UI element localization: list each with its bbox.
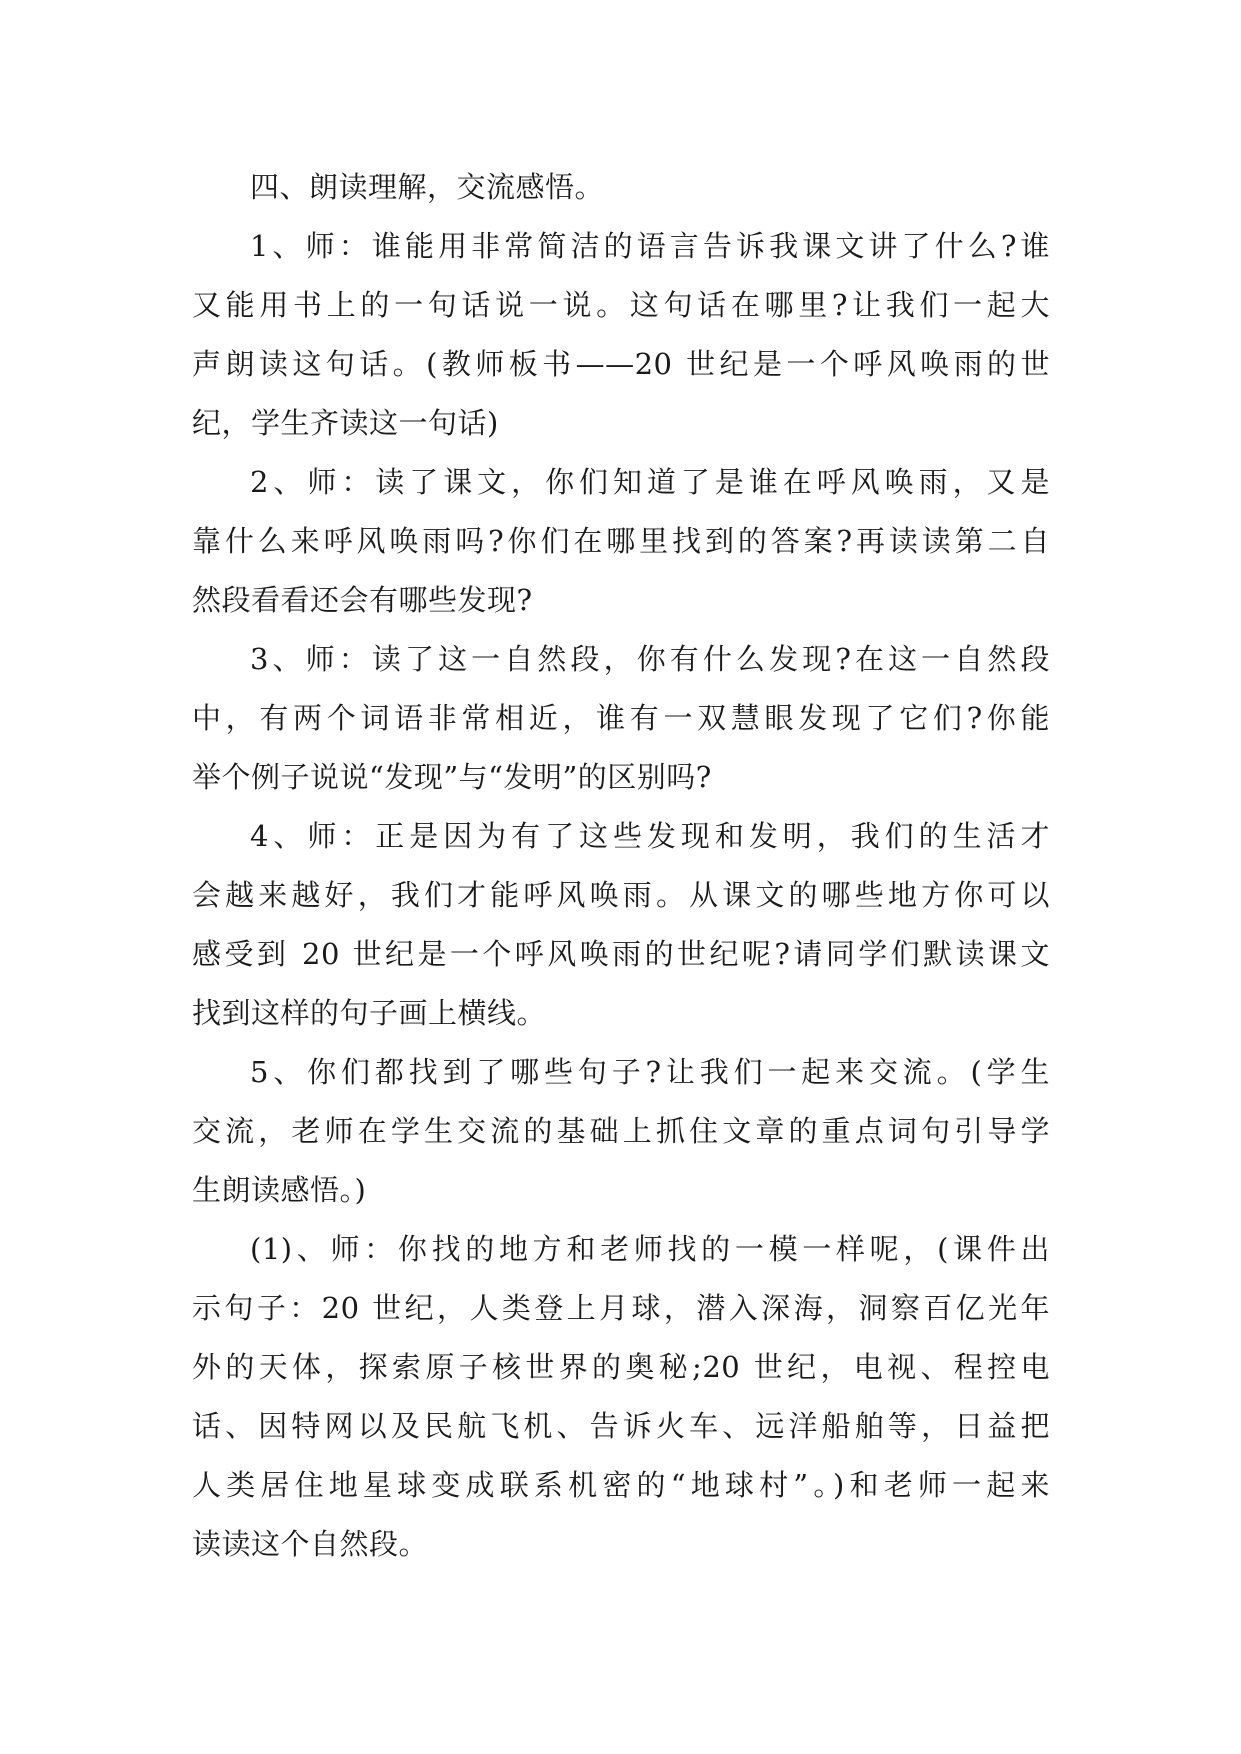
paragraph-3-line-2: 中，有两个词语非常相近，谁有一双慧眼发现了它们?你能 bbox=[192, 701, 1050, 735]
paragraph-6-line-6: 读读这个自然段。 bbox=[192, 1527, 429, 1561]
paragraph-5-line-2: 交流，老师在学生交流的基础上抓住文章的重点词句引导学 bbox=[192, 1114, 1050, 1148]
paragraph-1-line-1: 1、师：谁能用非常简洁的语言告诉我课文讲了什么?谁 bbox=[250, 229, 1050, 263]
paragraph-5-line-1: 5、你们都找到了哪些句子?让我们一起来交流。(学生 bbox=[250, 1055, 1050, 1089]
paragraph-4-line-3: 感受到 20 世纪是一个呼风唤雨的世纪呢?请同学们默读课文 bbox=[192, 937, 1050, 971]
paragraph-6-line-5: 人类居住地星球变成联系机密的“地球村”。)和老师一起来 bbox=[192, 1468, 1050, 1502]
paragraph-2-line-3: 然段看看还会有哪些发现? bbox=[192, 583, 533, 617]
document-body bbox=[192, 158, 1050, 1574]
paragraph-1-line-3: 声朗读这句话。(教师板书——20 世纪是一个呼风唤雨的世 bbox=[192, 347, 1050, 381]
paragraph-4-line-1: 4、师：正是因为有了这些发现和发明，我们的生活才 bbox=[250, 819, 1050, 853]
paragraph-4-line-2: 会越来越好，我们才能呼风唤雨。从课文的哪些地方你可以 bbox=[192, 878, 1050, 912]
section-heading: 四、朗读理解，交流感悟。 bbox=[250, 170, 605, 204]
paragraph-3-line-1: 3、师：读了这一自然段，你有什么发现?在这一自然段 bbox=[250, 642, 1050, 676]
paragraph-4-line-4: 找到这样的句子画上横线。 bbox=[192, 996, 547, 1030]
paragraph-6-line-1: (1)、师：你找的地方和老师找的一模一样呢，(课件出 bbox=[250, 1232, 1050, 1266]
paragraph-1-line-4: 纪，学生齐读这一句话) bbox=[192, 406, 499, 440]
paragraph-6-line-3: 外的天体，探索原子核世界的奥秘;20 世纪，电视、程控电 bbox=[192, 1350, 1050, 1384]
paragraph-2-line-1: 2、师：读了课文，你们知道了是谁在呼风唤雨，又是 bbox=[250, 465, 1050, 499]
paragraph-6-line-4: 话、因特网以及民航飞机、告诉火车、远洋船舶等，日益把 bbox=[192, 1409, 1050, 1443]
paragraph-3-line-3: 举个例子说说“发现”与“发明”的区别吗? bbox=[192, 760, 712, 794]
paragraph-5-line-3: 生朗读感悟。) bbox=[192, 1173, 367, 1207]
paragraph-6-line-2: 示句子：20 世纪，人类登上月球，潜入深海，洞察百亿光年 bbox=[192, 1291, 1050, 1325]
paragraph-1-line-2: 又能用书上的一句话说一说。这句话在哪里?让我们一起大 bbox=[192, 288, 1050, 322]
paragraph-2-line-2: 靠什么来呼风唤雨吗?你们在哪里找到的答案?再读读第二自 bbox=[192, 524, 1050, 558]
